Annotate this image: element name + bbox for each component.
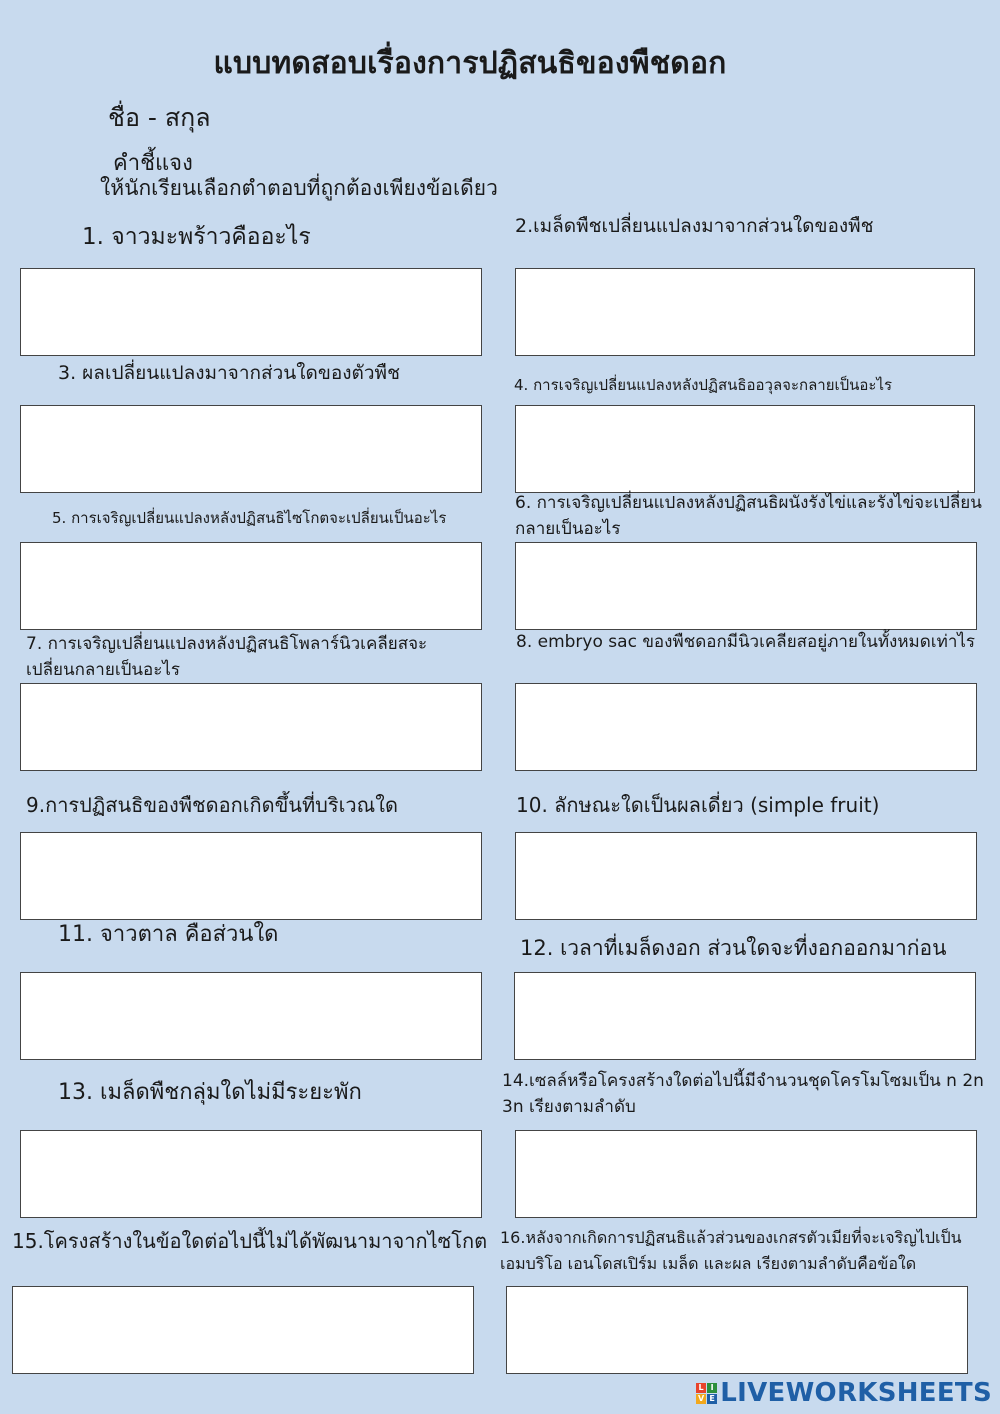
name-label: ชื่อ - สกุล [108, 103, 211, 132]
answer-box-10[interactable] [515, 832, 977, 920]
answer-box-2[interactable] [515, 268, 975, 356]
question-1: 1. จาวมะพร้าวคืออะไร [82, 224, 311, 250]
answer-box-6[interactable] [515, 542, 977, 630]
answer-box-12[interactable] [514, 972, 976, 1060]
answer-box-15[interactable] [12, 1286, 474, 1374]
logo-letter-i: I [707, 1383, 717, 1393]
answer-box-5[interactable] [20, 542, 482, 630]
question-10: 10. ลักษณะใดเป็นผลเดี่ยว (simple fruit) [516, 793, 880, 817]
brand-text: LIVEWORKSHEETS [720, 1378, 992, 1408]
answer-box-16[interactable] [506, 1286, 968, 1374]
liveworksheets-logo [696, 1378, 992, 1408]
answer-box-1[interactable] [20, 268, 482, 356]
answer-box-11[interactable] [20, 972, 482, 1060]
question-4: 4. การเจริญเปลี่ยนแปลงหลังปฏิสนธิออวุลจะกลายเป็นอะไร [514, 376, 893, 394]
answer-box-9[interactable] [20, 832, 482, 920]
question-7: 7. การเจริญเปลี่ยนแปลงหลังปฏิสนธิโพลาร์นิวเคลียสจะเปลี่ยนกลายเป็นอะไร [26, 634, 428, 680]
page-title: แบบทดสอบเรื่องการปฏิสนธิของพืชดอก [213, 46, 727, 81]
question-5: 5. การเจริญเปลี่ยนแปลงหลังปฏิสนธิไซโกตจะเปลี่ยนเป็นอะไร [52, 509, 447, 527]
answer-box-7[interactable] [20, 683, 482, 771]
question-3: 3. ผลเปลี่ยนแปลงมาจากส่วนใดของตัวพืช [58, 362, 400, 384]
instruction-text: ให้นักเรียนเลือกตำตอบที่ถูกต้องเพียงข้อเดียว [100, 176, 498, 200]
answer-box-3[interactable] [20, 405, 482, 493]
question-6: 6. การเจริญเปลี่ยนแปลงหลังปฏิสนธิผนังรังไข่และรังไข่จะเปลี่ยนกลายเป็นอะไร [515, 493, 982, 539]
question-8: 8. embryo sac ของพืชดอกมีนิวเคลียสอยู่ภายในทั้งหมดเท่าไร [516, 632, 976, 652]
logo-letter-v: V [698, 1393, 705, 1403]
answer-box-14[interactable] [515, 1130, 977, 1218]
answer-box-8[interactable] [515, 683, 977, 771]
instruction-heading: คำชี้แจง [113, 151, 193, 176]
logo-letter-e: E [707, 1394, 717, 1404]
question-2: 2.เมล็ดพืชเปลี่ยนแปลงมาจากส่วนใดของพืช [515, 215, 874, 237]
question-16: 16.หลังจากเกิดการปฏิสนธิแล้วส่วนของเกสรตัวเมียที่จะเจริญไปเป็นเอมบริโอ เอนโดสเปิร์ม เมล็ด และผล เรียงตามลำดับคือข้อใด [500, 1228, 962, 1273]
question-13: 13. เมล็ดพืชกลุ่มใดไม่มีระยะพัก [58, 1080, 362, 1105]
logo-letter-l: L [696, 1383, 706, 1393]
question-14: 14.เซลล์หรือโครงสร้างใดต่อไปนี้มีจำนวนชุดโครโมโซมเป็น n 2n 3n เรียงตามลำดับ [502, 1071, 984, 1117]
liveworksheets-icon [696, 1383, 717, 1404]
answer-box-13[interactable] [20, 1130, 482, 1218]
answer-box-4[interactable] [515, 405, 975, 493]
question-11: 11. จาวตาล คือส่วนใด [58, 922, 279, 947]
question-15: 15.โครงสร้างในข้อใดต่อไปนี้ไม่ได้พัฒนามาจากไซโกต [12, 1229, 488, 1253]
question-9: 9.การปฏิสนธิของพืชดอกเกิดขึ้นที่บริเวณใด [26, 793, 398, 817]
question-12: 12. เวลาที่เมล็ดงอก ส่วนใดจะที่งอกออกมาก่อน [520, 936, 947, 960]
